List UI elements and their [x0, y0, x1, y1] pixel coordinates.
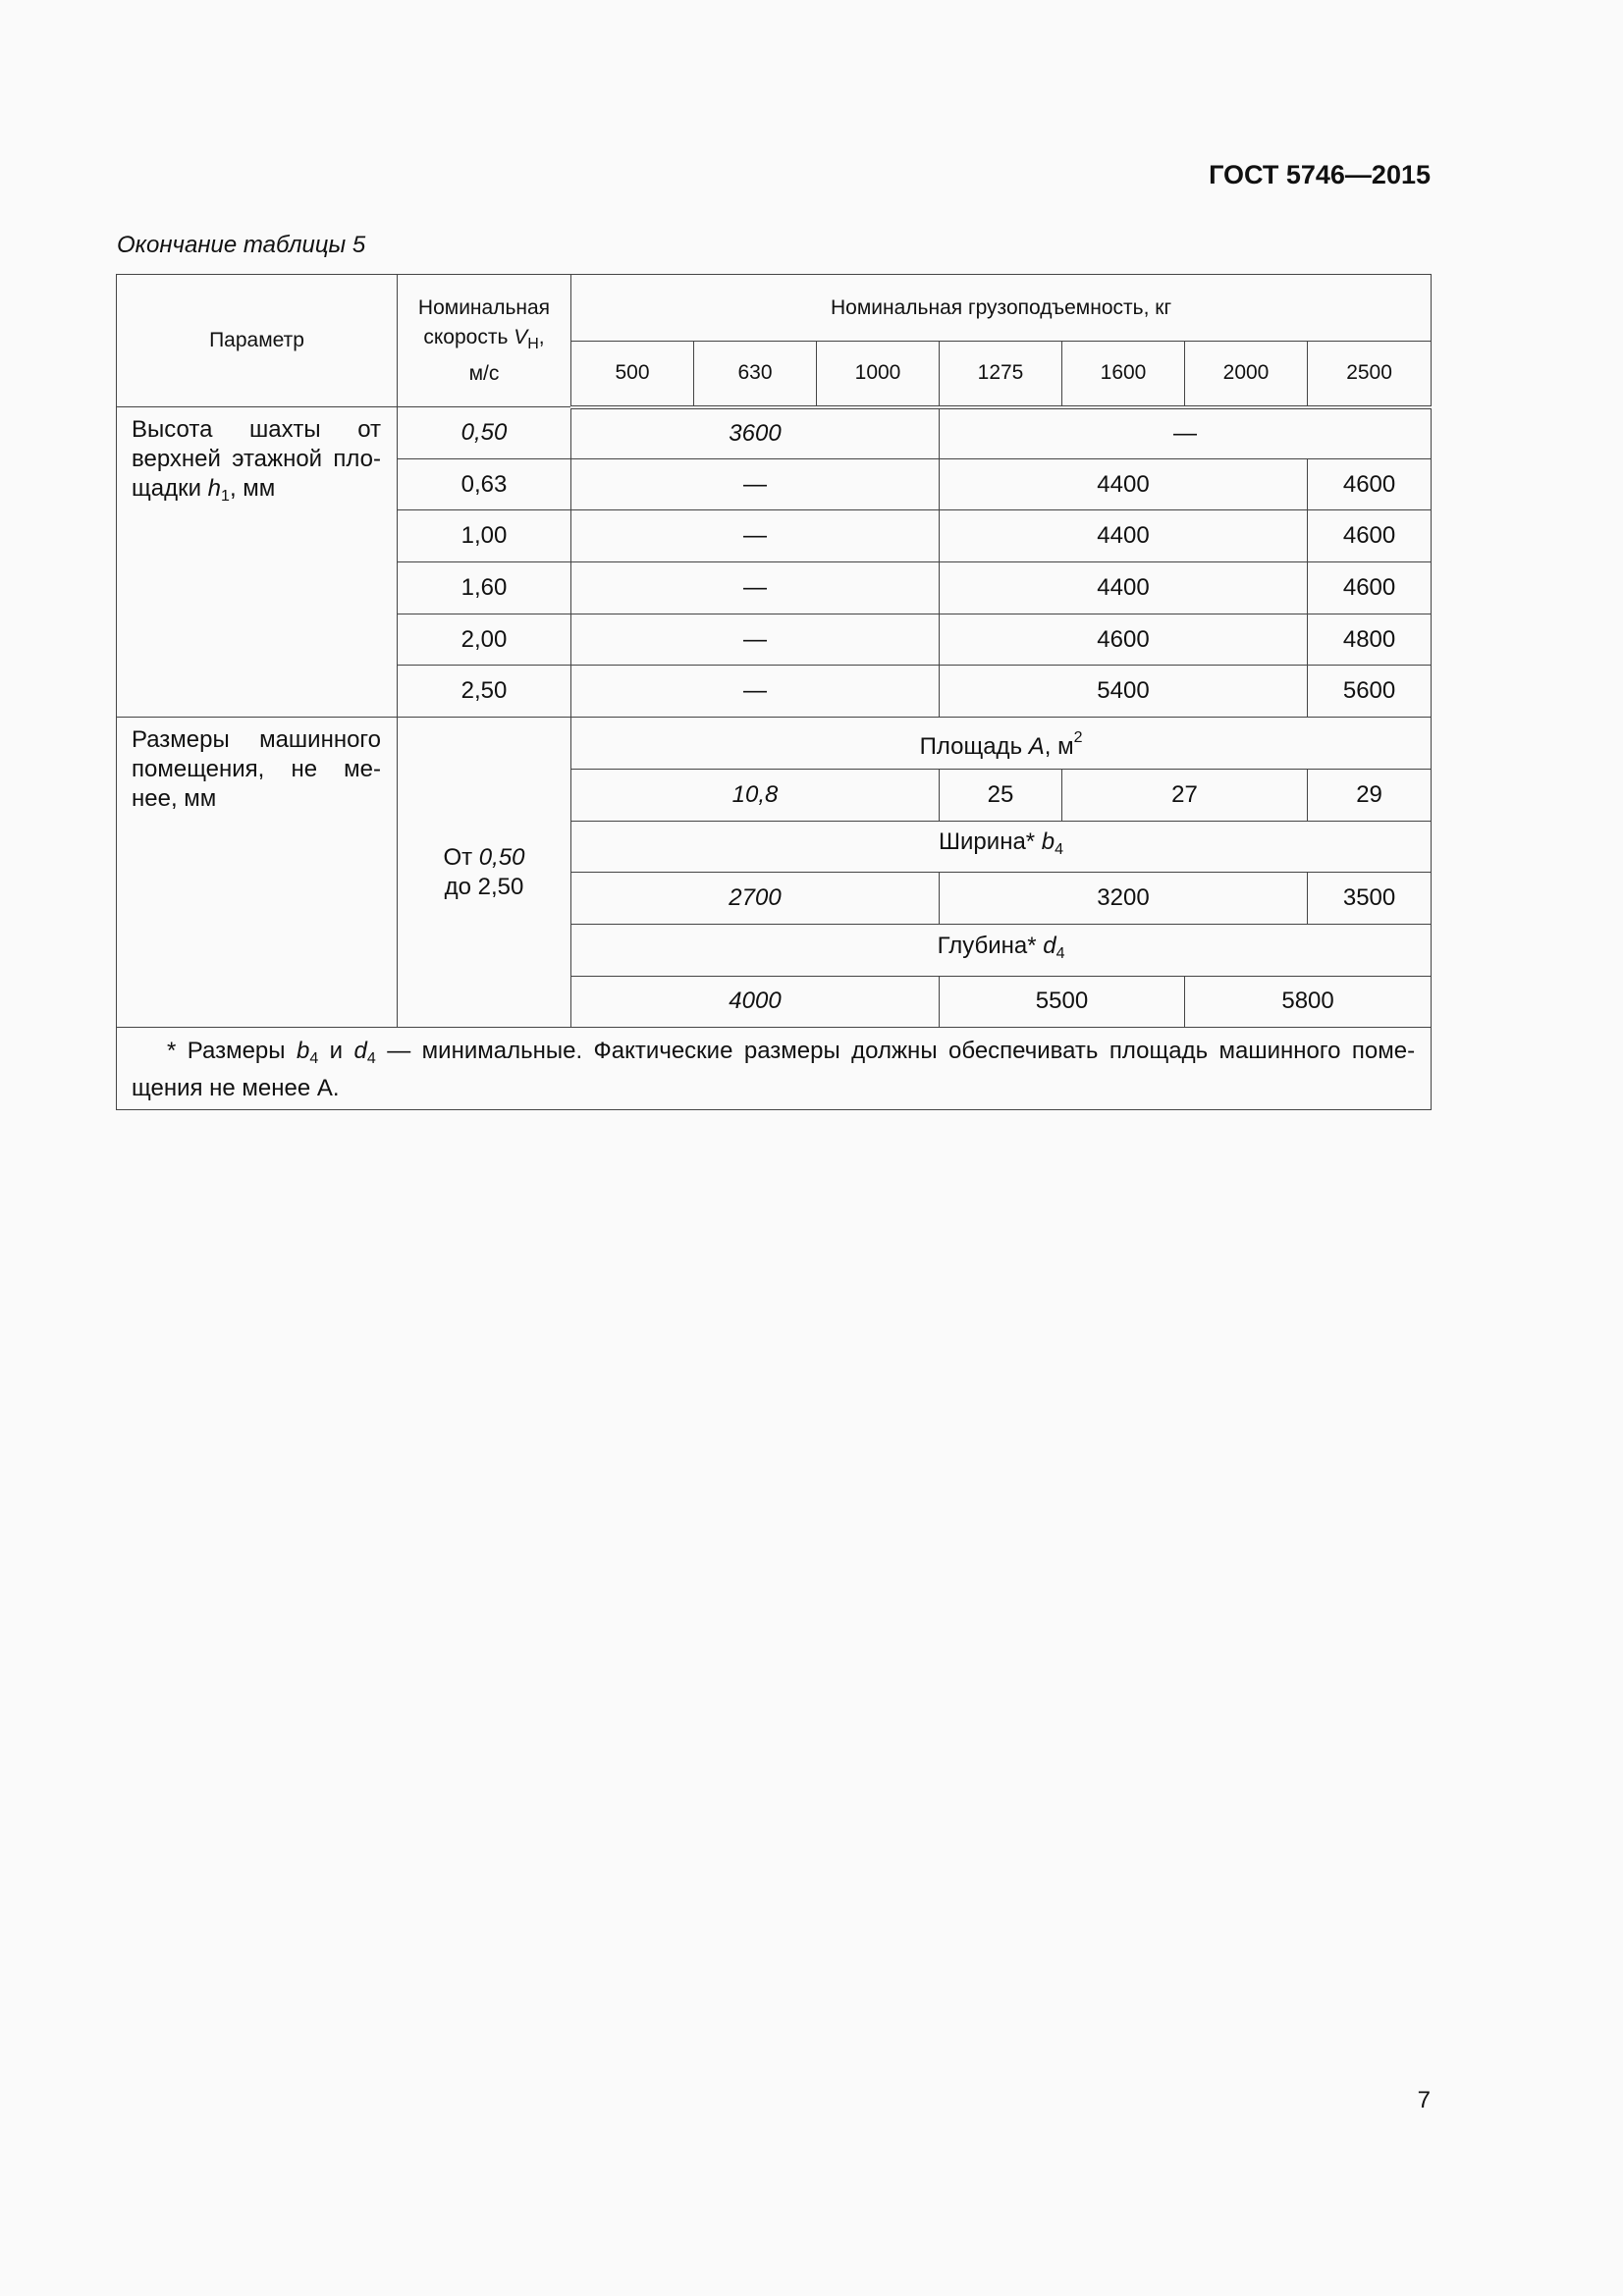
- header-speed: Номинальная скорость $V_Н$, м/с: [398, 275, 571, 407]
- header-capacity: Номинальная грузоподъемность, кг: [571, 275, 1432, 342]
- table-caption: Окончание таблицы 5: [117, 232, 366, 258]
- area-label: Площадь A, $м^2$: [571, 718, 1432, 770]
- value-cell: 5600: [1308, 666, 1432, 718]
- param-machine-room: Размеры машинного помещения, не ме-нее, мм: [117, 718, 398, 1028]
- speed-cell: 1,00: [398, 510, 571, 562]
- value-cell: —: [571, 666, 940, 718]
- value-cell: —: [571, 458, 940, 510]
- value-cell: 4600: [1308, 458, 1432, 510]
- value-cell: 4600: [1308, 510, 1432, 562]
- capacity-1275: 1275: [940, 342, 1062, 407]
- value-cell: 5400: [940, 666, 1308, 718]
- speed-cell: 0,63: [398, 458, 571, 510]
- value-cell: 3600: [571, 407, 940, 459]
- depth-label: Глубина* $d_4$: [571, 924, 1432, 976]
- value-cell: 10,8: [571, 769, 940, 821]
- capacity-1600: 1600: [1062, 342, 1185, 407]
- value-cell: 5800: [1185, 976, 1432, 1028]
- width-label: Ширина* $b_4$: [571, 821, 1432, 873]
- value-cell: 4400: [940, 458, 1308, 510]
- table-row: [117, 718, 1432, 770]
- table-row: [117, 407, 1432, 459]
- header-row-1: [117, 275, 1432, 342]
- value-cell: 4400: [940, 510, 1308, 562]
- capacity-630: 630: [694, 342, 817, 407]
- table-footnote: * Размеры $b_4$ и $d_4$ — минимальные. Фактические размеры должны обеспечивать площадь машинного поме-щения не менее А.: [117, 1028, 1432, 1110]
- value-cell: 3500: [1308, 873, 1432, 925]
- capacity-1000: 1000: [817, 342, 940, 407]
- value-cell: —: [571, 510, 940, 562]
- header-param: Параметр: [117, 275, 398, 407]
- value-cell: 2700: [571, 873, 940, 925]
- speed-cell: 1,60: [398, 562, 571, 614]
- speed-cell: 2,00: [398, 614, 571, 666]
- speed-range-cell: От 0,50 до 2,50: [398, 718, 571, 1028]
- value-cell: 4600: [940, 614, 1308, 666]
- capacity-500: 500: [571, 342, 694, 407]
- speed-cell: 0,50: [398, 407, 571, 459]
- value-cell: —: [571, 562, 940, 614]
- page-number: 7: [1417, 2087, 1431, 2113]
- value-cell: 4800: [1308, 614, 1432, 666]
- table-5: [116, 274, 1432, 1110]
- param-shaft-height: Высота шахты от верхней этажной пло-щадки $h_1$, мм: [117, 407, 398, 718]
- document-number: ГОСТ 5746—2015: [1209, 160, 1431, 189]
- value-cell: —: [571, 614, 940, 666]
- value-cell: 3200: [940, 873, 1308, 925]
- value-cell: 27: [1062, 769, 1308, 821]
- capacity-2000: 2000: [1185, 342, 1308, 407]
- value-cell: 5500: [940, 976, 1185, 1028]
- value-cell: 4400: [940, 562, 1308, 614]
- value-cell: 29: [1308, 769, 1432, 821]
- value-cell: 4000: [571, 976, 940, 1028]
- value-cell: —: [940, 407, 1432, 459]
- value-cell: 25: [940, 769, 1062, 821]
- capacity-2500: 2500: [1308, 342, 1432, 407]
- footnote-row: [117, 1028, 1432, 1110]
- speed-cell: 2,50: [398, 666, 571, 718]
- value-cell: 4600: [1308, 562, 1432, 614]
